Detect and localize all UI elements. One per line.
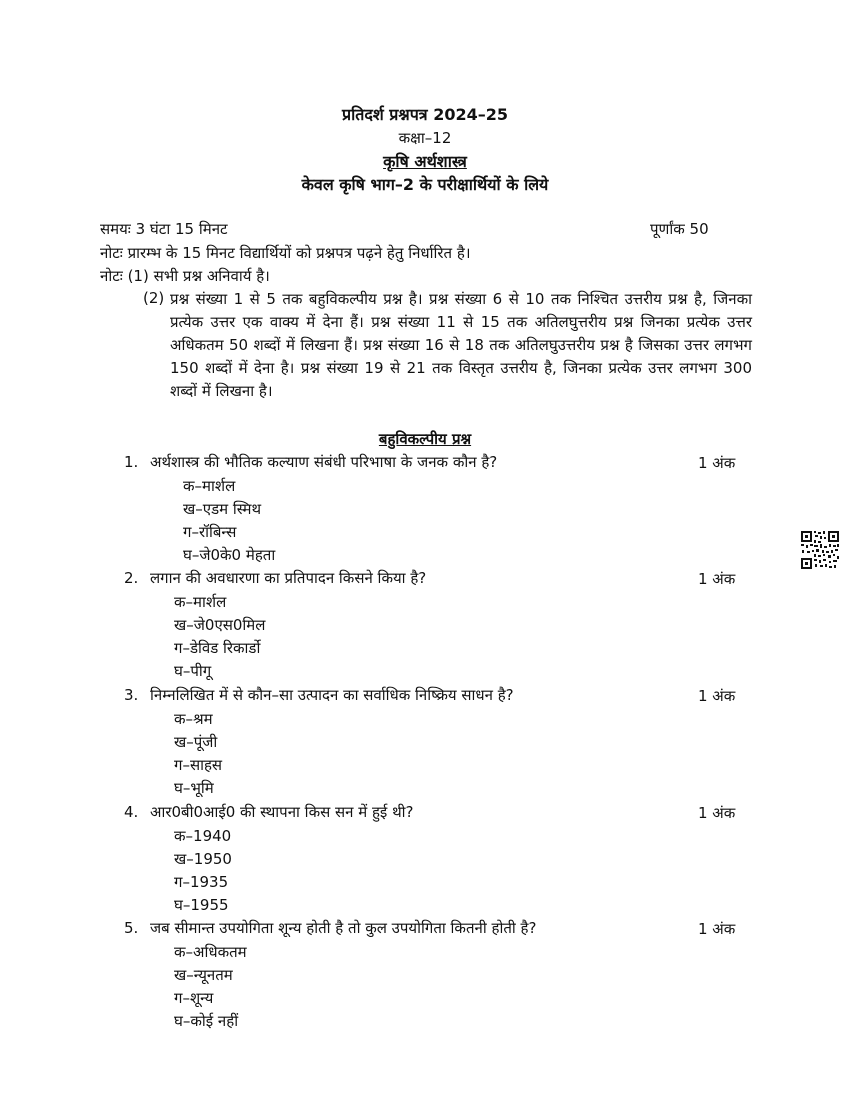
question-marks: 1 अंक — [698, 570, 736, 588]
option: घ–भूमि — [174, 779, 214, 797]
question-number: 5. — [124, 919, 139, 937]
max-marks: पूर्णांक 50 — [650, 220, 709, 238]
note-reading-time: नोटः प्रारम्भ के 15 मिनट विद्यार्थियों को प्रश्नपत्र पढ़ने हेतु निर्धारित है। — [100, 244, 471, 262]
option: ख–1950 — [174, 850, 232, 868]
option: ख–न्यूनतम — [174, 966, 233, 984]
option: ग–शून्य — [174, 989, 214, 1007]
option: ग–1935 — [174, 873, 229, 891]
question-marks: 1 अंक — [698, 804, 736, 822]
question-number: 1. — [124, 453, 139, 471]
note-2-number: (2) — [143, 289, 165, 307]
option: ख–जे0एस0मिल — [174, 616, 266, 634]
option: ग–साहस — [174, 756, 223, 774]
class-label: कक्षा–12 — [398, 129, 452, 147]
paper-title: प्रतिदर्श प्रश्नपत्र 2024–25 — [341, 105, 509, 124]
option: क–श्रम — [174, 710, 213, 728]
question-number: 2. — [124, 569, 139, 587]
question-text: अर्थशास्त्र की भौतिक कल्याण संबंधी परिभाषा के जनक कौन है? — [150, 453, 498, 471]
option: क–मार्शल — [183, 477, 236, 495]
question-text: निम्नलिखित में से कौन–सा उत्पादन का सर्वाधिक निष्क्रिय साधन है? — [150, 686, 514, 704]
note-2-instructions: प्रश्न संख्या 1 से 5 तक बहुविकल्पीय प्रश्न है। प्रश्न संख्या 6 से 10 तक निश्चित उत्तरीय प्रश्न है, जिनका प्रत्येक उत्तर एक वाक्य में देना हैं। प्रश्न संख्या 11 से 15 तक अतिलघुत्तरीय प्रश्न जिनका प्रत्येक उत्तर अधिकतम 50 शब्दों में लिखना हैं। प्रश्न संख्या 16 से 18 तक अतिलघुउत्तरीय प्रश्न है जिसका उत्तर लगभग 150 शब्दों में देना है। प्रश्न संख्या 19 से 21 तक विस्तृत उत्तरीय है, जिनका प्रत्येक उत्तर लगभग 300 शब्दों में लिखना है। — [170, 290, 752, 400]
option: क–अधिकतम — [174, 943, 247, 961]
question-marks: 1 अंक — [698, 920, 736, 938]
option: घ–कोई नहीं — [174, 1012, 239, 1030]
section-title — [0, 429, 850, 449]
question-marks: 1 अंक — [698, 687, 736, 705]
question-marks: 1 अंक — [698, 454, 736, 472]
note-all-compulsory: नोटः (1) सभी प्रश्न अनिवार्य है। — [100, 267, 270, 285]
option: क–मार्शल — [174, 593, 227, 611]
question-number: 3. — [124, 686, 139, 704]
option: घ–1955 — [174, 896, 229, 914]
option: घ–पीगू — [174, 662, 212, 680]
option: घ–जे0के0 मेहता — [183, 546, 276, 564]
question-text: लगान की अवधारणा का प्रतिपादन किसने किया है? — [150, 569, 427, 587]
audience-line: केवल कृषि भाग–2 के परीक्षार्थियों के लिये — [301, 175, 549, 194]
question-text: जब सीमान्त उपयोगिता शून्य होती है तो कुल उपयोगिता कितनी होती है? — [150, 919, 537, 937]
subject-title — [0, 150, 850, 172]
question-number: 4. — [124, 803, 139, 821]
time-allowed: समयः 3 घंटा 15 मिनट — [100, 220, 228, 238]
section-title-text: बहुविकल्पीय प्रश्न — [378, 430, 472, 448]
option: ग–रॉबिन्स — [183, 523, 237, 541]
option: क–1940 — [174, 827, 232, 845]
option: ख–पूंजी — [174, 733, 218, 751]
option: ख–एडम स्मिथ — [183, 500, 262, 518]
option: ग–डेविड रिकार्डो — [174, 639, 261, 657]
qr-code-icon — [800, 530, 840, 570]
question-text: आर0बी0आई0 की स्थापना किस सन में हुई थी? — [150, 803, 414, 821]
subject-text: कृषि अर्थशास्त्र — [383, 152, 467, 171]
